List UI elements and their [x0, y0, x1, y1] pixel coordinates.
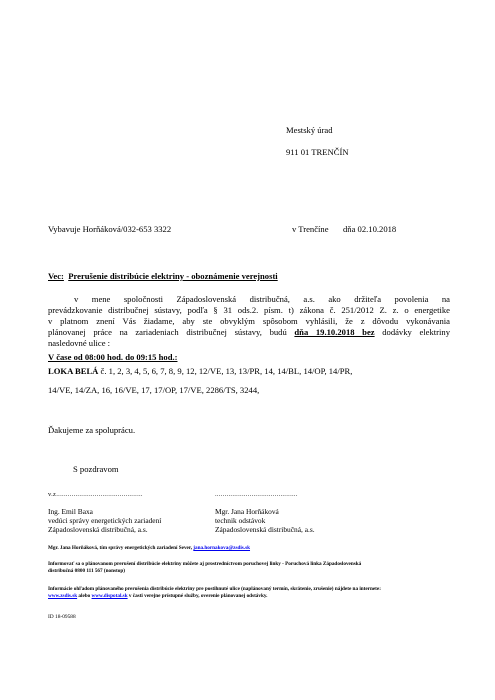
- signer-role: technik odstávok: [215, 516, 266, 525]
- body-line: prevádzkovanie distribučnej sústavy, podľa § 31 ods.2. písm. t) zákona č. 251/2012 Z. z. o energetike: [48, 305, 450, 315]
- body-paragraph: [48, 294, 450, 349]
- street-list-line: [48, 366, 352, 377]
- body-line-with-date: [48, 327, 450, 338]
- signer-name: Ing. Emil Baxa: [48, 507, 93, 516]
- outage-date: dňa 19.10.2018 bez: [294, 327, 375, 337]
- body-text: plánovanej práce na zariadeniach distribučnej sústavy, budú: [48, 327, 295, 337]
- footer-info-line: Informácie ohľadom plánovaného prerušenia distribúcie elektriny pre postihnuté ulice (naplánovaný termín, skrátenie, zrušenie) nájdete na internete:: [48, 586, 381, 592]
- signer-name: Mgr. Jana Horňáková: [215, 507, 279, 516]
- body-line: v platnom znení Vás žiadame, aby ste obvyklým spôsobom vyhlásili, že z dôvodu vykonávania: [48, 316, 450, 326]
- footer-text: alebo: [77, 593, 92, 599]
- body-line: nasledovné ulice :: [48, 338, 111, 348]
- regards-text: S pozdravom: [73, 464, 119, 474]
- recipient-city: 911 01 TRENČÍN: [286, 147, 349, 157]
- recipient-office: Mestský úrad: [286, 125, 333, 135]
- body-text: dodávky elektriny: [374, 327, 450, 337]
- footer-info-line: [48, 593, 381, 600]
- footer-info-hotline: [48, 561, 361, 575]
- signer-right: [215, 507, 315, 534]
- signer-left: [48, 507, 161, 534]
- signature-line-right: ...........................................: [215, 491, 298, 498]
- body-line: v mene spoločnosti Západoslovenská distribučná, a.s. ako držiteľa povolenia na: [74, 294, 450, 304]
- subject-label: Vec:: [48, 271, 64, 281]
- subject-line: [48, 271, 278, 282]
- zsdis-link[interactable]: www.zsdis.sk: [48, 593, 78, 599]
- footer-contact-text: Mgr. Jana Horňáková, tím správy energetických zariadení Sever,: [48, 545, 194, 551]
- dispotal-link[interactable]: www.dispotal.sk: [91, 593, 128, 599]
- document-id: ID 18-09588: [48, 614, 76, 620]
- thanks-text: Ďakujeme za spoluprácu.: [48, 425, 136, 435]
- signature-line-left: v.z.............................................: [48, 491, 143, 498]
- street-numbers: č. 1, 2, 3, 4, 5, 6, 7, 8, 9, 12, 12/VE, 13, 13/PR, 14, 14/BL, 14/OP, 14/PR,: [98, 366, 353, 376]
- letter-place: v Trenčíne: [292, 224, 329, 234]
- footer-info-line: Informovať sa o plánovanom prerušení distribúcie elektriny môžete aj prostredníctvom poruchovej linky - Poruchová linka Západoslovenská: [48, 561, 362, 567]
- contact-email-link[interactable]: jana.hornakova@zsdis.sk: [193, 545, 251, 551]
- signer-company: Západoslovenská distribučná, a.s.: [215, 525, 315, 534]
- subject-text: Prerušenie distribúcie elektriny - oboznámenie verejnosti: [68, 271, 278, 281]
- signer-company: Západoslovenská distribučná, a.s.: [48, 525, 148, 534]
- footer-info-line: distribučná 0800 111 567 (nonstop): [48, 568, 125, 574]
- street-list-line: 14/VE, 14/ZA, 16, 16/VE, 17, 17/OP, 17/VE, 2286/TS, 3244,: [48, 385, 260, 395]
- footer-contact: [48, 545, 250, 552]
- signer-role: vedúci správy energetických zariadení: [48, 516, 162, 525]
- footer-text: v časti verejne prístupné služby, overenie plánovanej odstávky.: [127, 593, 268, 599]
- footer-info-web: [48, 586, 381, 600]
- letter-date: dňa 02.10.2018: [343, 224, 397, 234]
- time-header: V čase od 08:00 hod. do 09:15 hod.:: [48, 352, 178, 362]
- street-name: LOKA BELÁ: [48, 366, 99, 376]
- handled-by: Vybavuje Horňáková/032-653 3322: [48, 224, 172, 234]
